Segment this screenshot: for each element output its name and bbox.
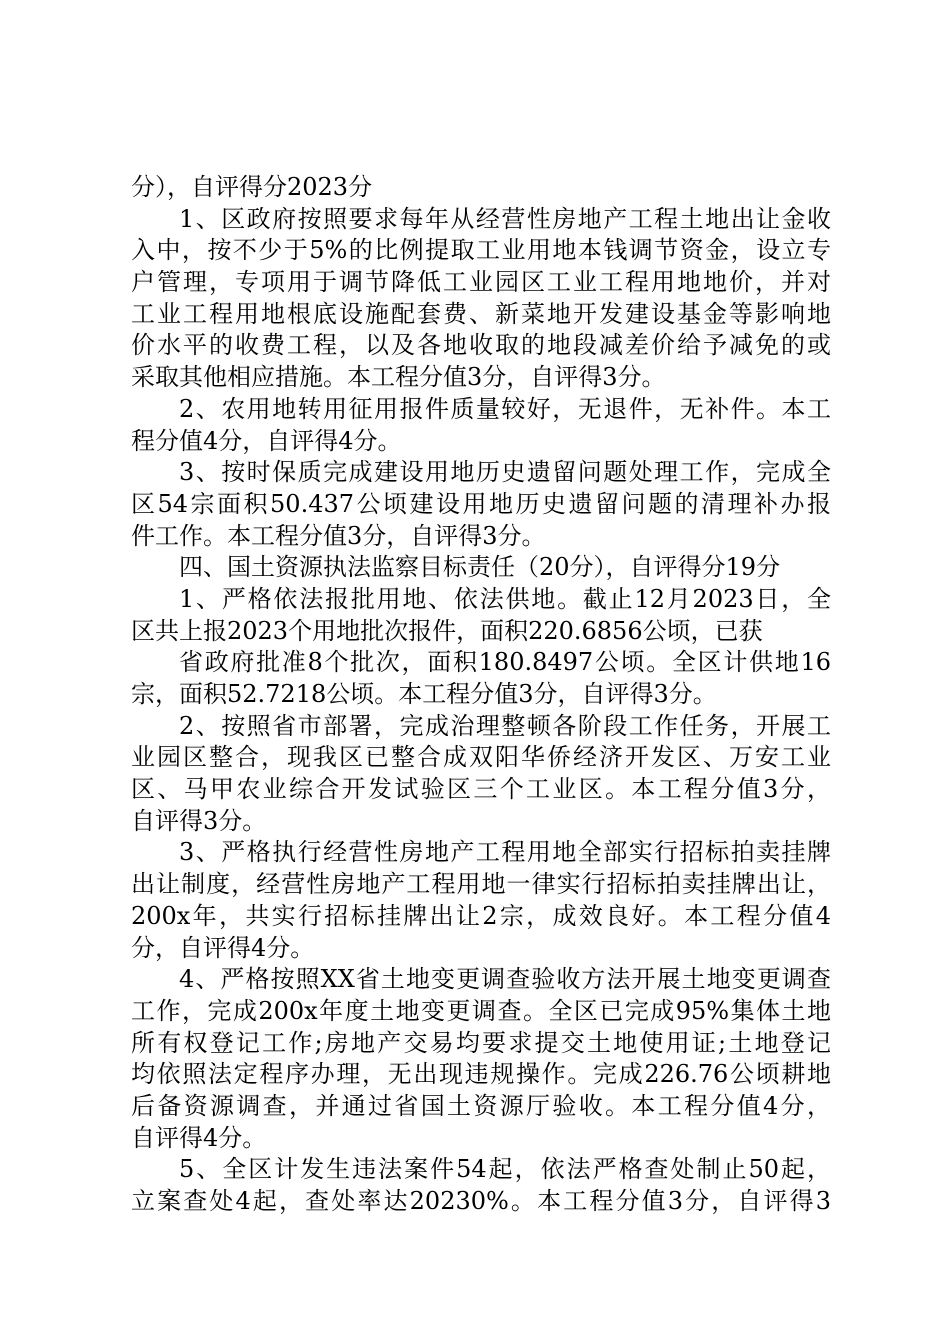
text-line: 工作，完成200x年度土地变更调查。全区已完成95%集体土地 [131,996,831,1025]
text-line: 200x年，共实行招标挂牌出让2宗，成效良好。本工程分值4 [131,901,831,930]
text-line: 所有权登记工作;房地产交易均要求提交土地使用证;土地登记 [131,1028,831,1057]
text-line: 程分值4分，自评得4分。 [131,426,402,455]
text-line: 1、严格依法报批用地、依法供地。截止12月2023日，全 [179,584,831,613]
document-body [131,172,831,1218]
text-line: 出让制度，经营性房地产工程用地一律实行招标拍卖挂牌出让， [131,870,831,899]
text-line: 后备资源调查，并通过省国土资源厅验收。本工程分值4分， [131,1091,831,1120]
text-line: 3、按时保质完成建设用地历史遗留问题处理工作，完成全 [179,458,831,487]
text-line: 3、严格执行经营性房地产工程用地全部实行招标拍卖挂牌 [179,838,831,867]
text-line: 1、区政府按照要求每年从经营性房地产工程土地出让金收 [179,204,831,233]
text-line: 入中，按不少于5%的比例提取工业用地本钱调节资金，设立专 [131,236,831,265]
text-line: 采取其他相应措施。本工程分值3分，自评得3分。 [131,363,666,392]
text-line: 自评得3分。 [131,806,267,835]
text-line: 2、按照省市部署，完成治理整顿各阶段工作任务，开展工 [179,711,831,740]
text-line: 价水平的收费工程，以及各地收取的地段减差价给予减免的或 [131,331,831,360]
text-line: 自评得4分。 [131,1123,267,1152]
text-line: 4、严格按照XX省土地变更调查验收方法开展土地变更调查 [179,965,831,994]
text-line: 户管理，专项用于调节降低工业园区工业工程用地地价，并对 [131,268,831,297]
section-heading: 四、国土资源执法监察目标责任（20分），自评得分19分 [179,553,781,582]
text-line: 区54宗面积50.437公顷建设用地历史遗留问题的清理补办报 [131,489,831,518]
text-line: 立案查处4起，查处率达20230%。本工程分值3分，自评得3 [131,1187,831,1215]
text-line: 2、农用地转用征用报件质量较好，无退件，无补件。本工 [179,394,831,423]
text-line: 分，自评得4分。 [131,933,315,962]
text-line: 业园区整合，现我区已整合成双阳华侨经济开发区、万安工业 [131,743,831,772]
text-line: 件工作。本工程分值3分，自评得3分。 [131,521,546,550]
text-line: 均依照法定程序办理，无出现违规操作。完成226.76公顷耕地 [131,1060,831,1089]
text-line: 区共上报2023个用地批次报件，面积220.6856公顷，已获 [131,616,763,645]
text-line: 区、马甲农业综合开发试验区三个工业区。本工程分值3分， [131,775,831,804]
text-line: 工业工程用地根底设施配套费、新菜地开发建设基金等影响地 [131,299,831,328]
text-line: 省政府批准8个批次，面积180.8497公顷。全区计供地16 [179,648,831,677]
text-line: 5、全区计发生违法案件54起，依法严格查处制止50起， [179,1155,831,1184]
text-line: 宗，面积52.7218公顷。本工程分值3分，自评得3分。 [131,680,717,708]
text-line: 分），自评得分2023分 [131,173,373,201]
